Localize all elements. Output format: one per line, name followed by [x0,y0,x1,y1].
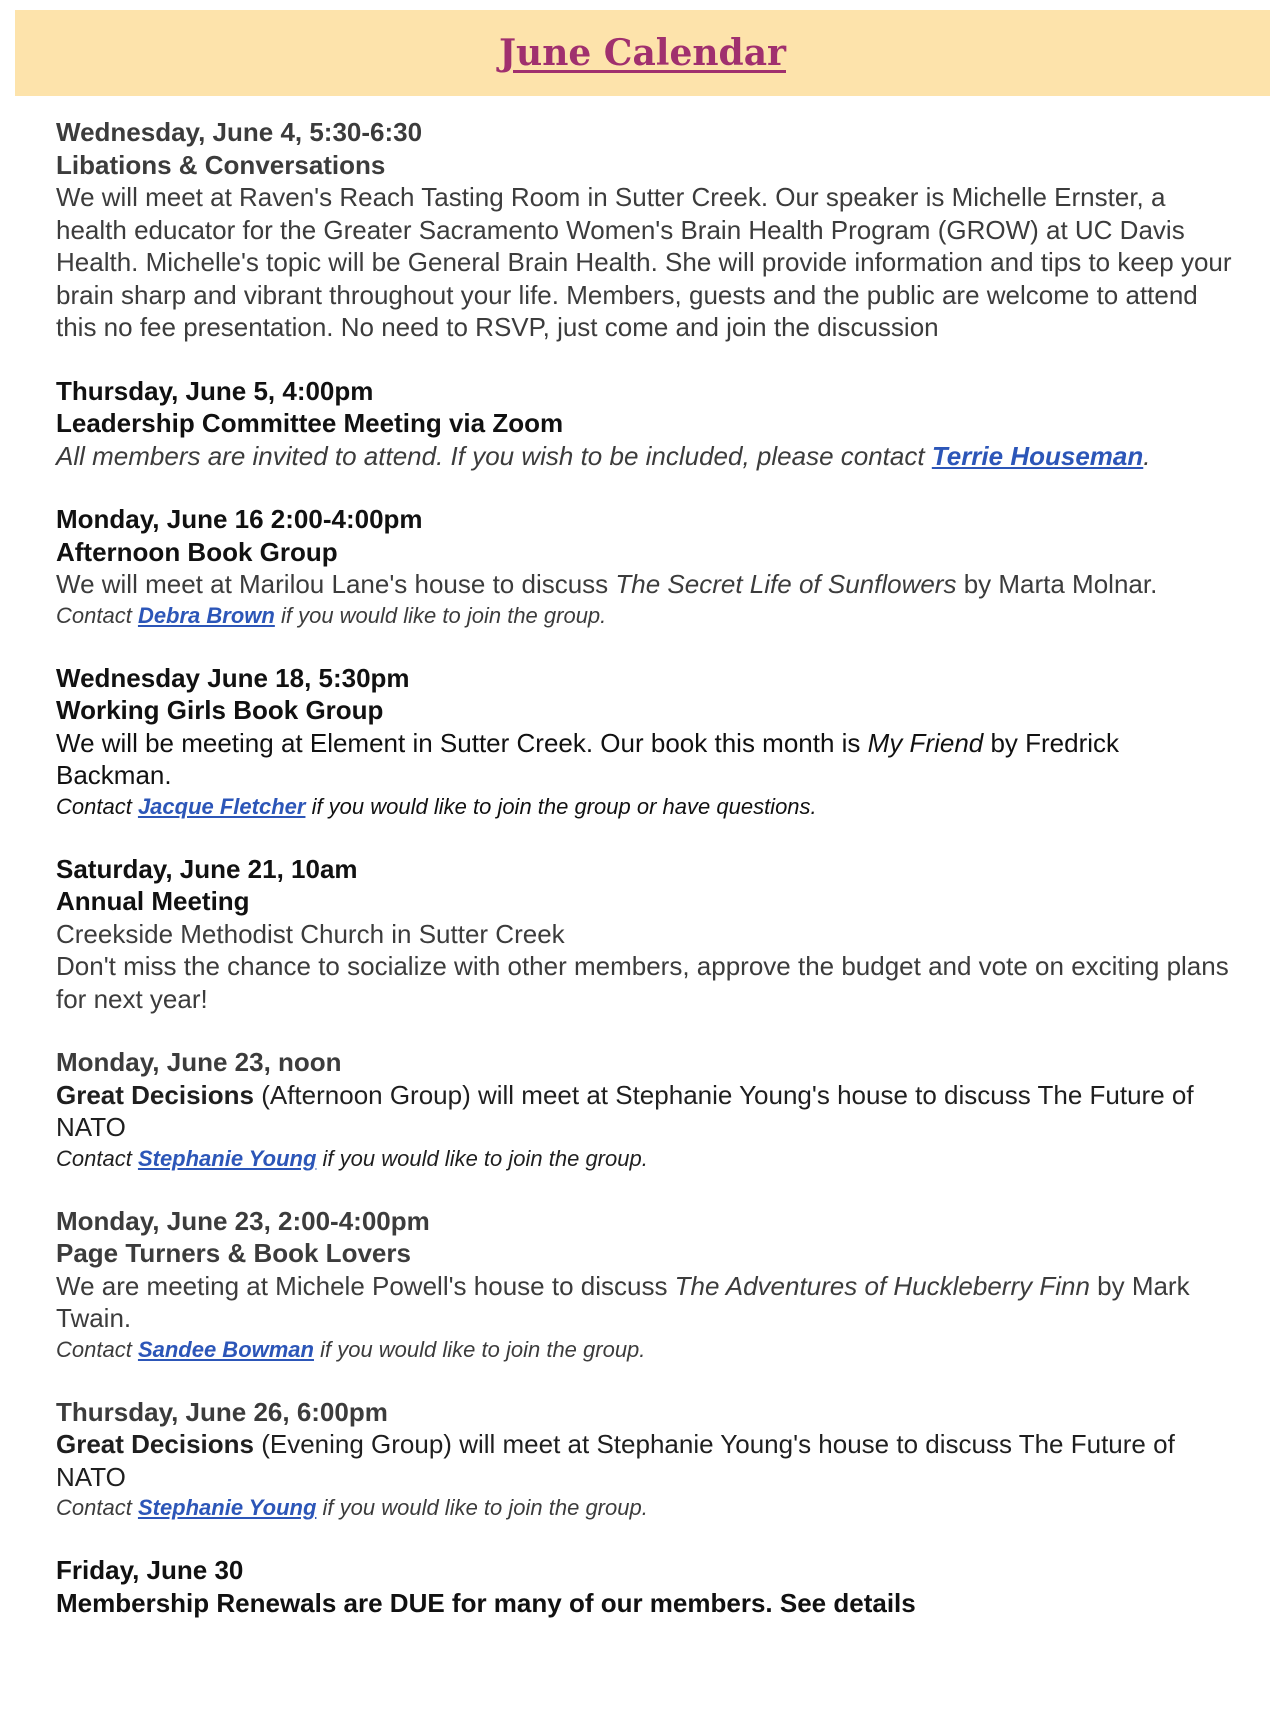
event-afternoon-book-group [56,503,1236,631]
contact-text: if you would like to join the group. [316,1495,648,1520]
event-date: Wednesday, June 4, 5:30-6:30 [56,117,423,147]
event-description [56,568,1236,601]
description-text: (Evening Group) will meet at Stephanie Young's house to discuss The Future of NATO [56,1429,1175,1492]
description-text: by Mark Twain. [56,1270,1190,1333]
event-working-girls-book-group [56,662,1236,822]
description-text: We will meet at Marilou Lane's house to discuss [56,569,616,599]
event-name: Annual Meeting [56,886,250,916]
event-date: Monday, June 23, noon [56,1047,342,1077]
event-name: Afternoon Book Group [56,536,338,567]
contact-text: if you would like to join the group. [316,1145,648,1171]
event-contact [56,1335,1236,1365]
event-date: Thursday, June 26, 6:00pm [56,1396,388,1427]
stephanie-young-link[interactable]: Stephanie Young [137,1495,317,1520]
contact-text: Contact [56,793,138,819]
event-date: Friday, June 30 [56,1555,244,1585]
event-name: Membership Renewals are DUE for many of our members. See details [56,1587,916,1618]
description-text: All members are invited to attend. If you wish to be included, please contact [56,440,932,471]
event-name: Great Decisions [56,1429,254,1459]
description-text: We will be meeting at Element in Sutter Creek. Our book this month is [56,727,868,758]
event-description [56,1270,1236,1335]
contact-text: Contact [56,1336,138,1362]
book-title: My Friend [867,727,984,758]
event-great-decisions-afternoon [56,1046,1236,1174]
page-title: June Calendar [498,32,786,74]
description-text: by Marta Molnar. [956,569,1158,599]
event-date: Saturday, June 21, 10am [56,853,358,884]
contact-text: Contact [56,1495,138,1520]
contact-text: if you would like to join the group or have questions. [305,793,817,819]
description-text: by Fredrick Backman. [56,727,1120,790]
description-text: . [1143,440,1151,471]
event-page-turners [56,1205,1236,1365]
event-contact [56,1493,1236,1523]
book-title: The Adventures of Huckleberry Finn [674,1270,1090,1301]
contact-text: if you would like to join the group. [313,1336,646,1362]
event-membership-renewals [56,1554,1236,1619]
event-description [56,1428,1236,1493]
event-great-decisions-evening [56,1396,1236,1524]
event-contact [56,792,1236,822]
event-description [56,1079,1236,1144]
contact-text: Contact [56,602,138,628]
book-title: The Secret Life of Sunflowers [615,569,957,599]
event-location: Creekside Methodist Church in Sutter Creek [56,918,565,949]
description-text: (Afternoon Group) will meet at Stephanie Young's house to discuss The Future of NATO [56,1079,1194,1142]
event-description: We will meet at Raven's Reach Tasting Room in Sutter Creek. Our speaker is Michelle Ernster, a health educator for the Greater Sacramento Women's Brain Health Program (GROW) at UC Davis Health. Michelle's topic will be General Brain Health. She will provide information and tips to keep your brain sharp and vibrant throughout your life. Members, guests and the public are welcome to attend this no fee presentation. No need to RSVP, just come and join the discussion [56,182,1232,342]
event-libations [56,116,1236,344]
event-description: Don't miss the chance to socialize with other members, approve the budget and vote on exciting plans for next year! [56,951,1229,1014]
event-list [56,116,1236,1650]
event-date: Monday, June 16 2:00-4:00pm [56,504,423,534]
event-name: Great Decisions [56,1079,254,1110]
event-name: Libations & Conversations [56,149,386,180]
description-text: We are meeting at Michele Powell's house to discuss [56,1270,675,1301]
stephanie-young-link[interactable]: Stephanie Young [137,1145,317,1171]
debra-brown-link[interactable]: Debra Brown [137,602,275,628]
event-description [56,440,1236,473]
event-name: Page Turners & Book Lovers [56,1238,411,1268]
event-name: Leadership Committee Meeting via Zoom [56,408,564,438]
event-date: Monday, June 23, 2:00-4:00pm [56,1205,430,1236]
event-description [56,727,1236,792]
jacque-fletcher-link[interactable]: Jacque Fletcher [137,793,306,819]
event-leadership-meeting [56,375,1236,473]
contact-text: Contact [56,1145,138,1171]
event-date: Wednesday June 18, 5:30pm [56,662,410,693]
sandee-bowman-link[interactable]: Sandee Bowman [137,1336,314,1362]
terrie-houseman-link[interactable]: Terrie Houseman [931,440,1144,471]
page-header [15,10,1270,96]
event-name: Working Girls Book Group [56,695,384,725]
event-annual-meeting [56,853,1236,1016]
event-date: Thursday, June 5, 4:00pm [56,375,374,406]
event-contact [56,1144,1236,1174]
event-contact [56,601,1236,631]
contact-text: if you would like to join the group. [274,602,607,628]
